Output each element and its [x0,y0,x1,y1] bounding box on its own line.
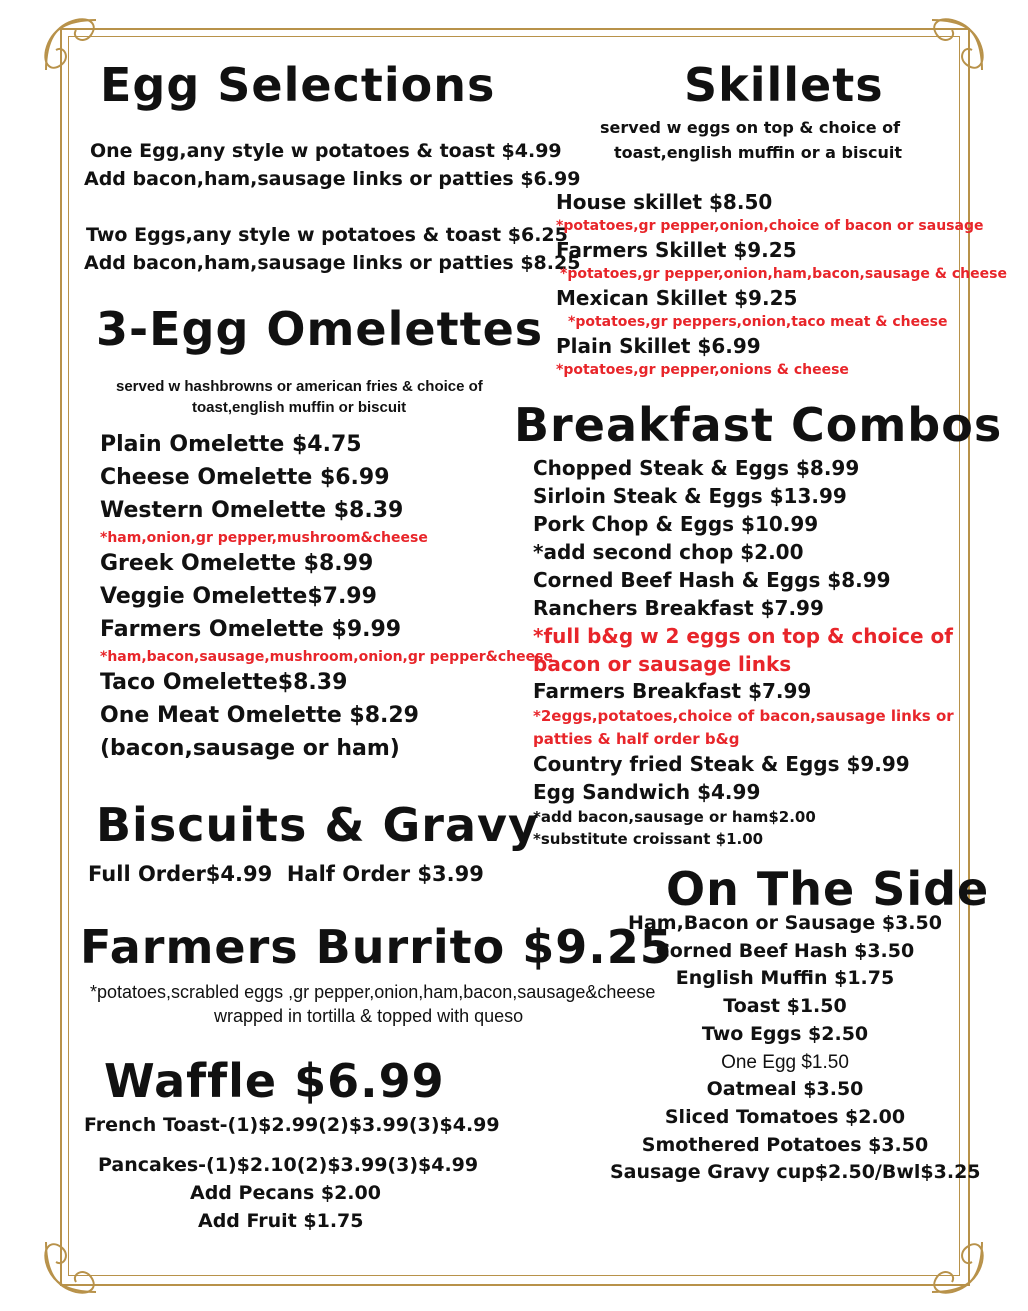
combo-note: *substitute croissant $1.00 [533,830,764,848]
egg-selection-line: Add bacon,ham,sausage links or patties $6.99 [84,168,581,190]
combo-note: *add second chop $2.00 [533,540,804,564]
sides-list [610,910,981,1187]
waffle-item: Add Pecans $2.00 [190,1182,381,1204]
side-item: Oatmeal $3.50 [706,1078,864,1101]
omelette-item: Plain Omelette $4.75 [100,432,362,457]
combo-item: Egg Sandwich $4.99 [533,780,761,804]
omelettes-subtitle: served w hashbrowns or american fries & choice of [116,378,483,395]
side-item: Corned Beef Hash $3.50 [655,939,915,962]
waffle-title: Waffle $6.99 [104,1054,445,1108]
skillets-subtitle: served w eggs on top & choice of [600,118,901,137]
side-item: English Muffin $1.75 [675,967,895,990]
combo-item: Farmers Breakfast $7.99 [533,679,812,703]
burrito-description: wrapped in tortilla & topped with queso [214,1006,524,1026]
corner-ornament-icon [922,1232,992,1302]
omelette-item-note: (bacon,sausage or ham) [100,736,400,761]
skillet-note: *potatoes,gr pepper,onion,ham,bacon,sausage & cheese [560,266,1007,282]
skillet-item: House skillet $8.50 [556,190,773,214]
combo-item: Country fried Steak & Eggs $9.99 [533,752,910,776]
combo-item: Ranchers Breakfast $7.99 [533,596,824,620]
waffle-item: French Toast-(1)$2.99(2)$3.99(3)$4.99 [84,1114,500,1136]
waffle-item: Pancakes-(1)$2.10(2)$3.99(3)$4.99 [98,1154,479,1176]
omelette-item: Taco Omelette$8.39 [100,670,348,695]
egg-selection-line: Two Eggs,any style w potatoes & toast $6.25 [86,224,568,246]
corner-ornament-icon [922,10,992,80]
sides-title: On The Side [666,862,990,916]
side-item: Two Eggs $2.50 [701,1022,869,1045]
skillet-note: *potatoes,gr peppers,onion,taco meat & cheese [568,314,948,330]
combo-item: Corned Beef Hash & Eggs $8.99 [533,568,891,592]
skillet-note: *potatoes,gr pepper,onions & cheese [556,362,849,378]
burrito-description: *potatoes,scrabled eggs ,gr pepper,onion,ham,bacon,sausage&cheese [90,982,656,1002]
biscuits-title: Biscuits & Gravy [96,798,539,852]
combos-title: Breakfast Combos [514,398,1003,452]
skillet-note: *potatoes,gr pepper,onion,choice of bacon or sausage [556,218,984,234]
omelette-item: Western Omelette $8.39 [100,498,404,523]
side-item: Smothered Potatoes $3.50 [641,1133,929,1156]
omelette-note: *ham,onion,gr pepper,mushroom&cheese [100,530,428,546]
omelettes-title: 3-Egg Omelettes [96,302,544,356]
skillets-subtitle: toast,english muffin or a biscuit [614,143,902,162]
skillet-item: Plain Skillet $6.99 [556,334,761,358]
biscuits-prices: Full Order$4.99 Half Order $3.99 [88,862,484,886]
corner-ornament-icon [36,10,106,80]
egg-selections-title: Egg Selections [100,58,496,112]
skillets-title: Skillets [684,58,884,112]
combo-note-red: bacon or sausage links [533,652,792,676]
combo-note-red: patties & half order b&g [533,730,740,748]
omelette-item: Farmers Omelette $9.99 [100,617,402,642]
combo-item: Sirloin Steak & Eggs $13.99 [533,484,847,508]
omelette-item: One Meat Omelette $8.29 [100,703,419,728]
combo-note-red: *full b&g w 2 eggs on top & choice of [533,624,953,648]
omelettes-subtitle: toast,english muffin or biscuit [192,399,407,416]
omelette-item: Greek Omelette $8.99 [100,551,374,576]
omelette-note: *ham,bacon,sausage,mushroom,onion,gr pepper&cheese [100,649,553,665]
skillet-item: Mexican Skillet $9.25 [556,286,798,310]
side-item: Sliced Tomatoes $2.00 [664,1105,906,1128]
combo-item: Pork Chop & Eggs $10.99 [533,512,819,536]
side-item: Toast $1.50 [723,995,847,1018]
egg-selection-line: One Egg,any style w potatoes & toast $4.99 [90,140,562,162]
combo-note-red: *2eggs,potatoes,choice of bacon,sausage links or [533,707,954,725]
burrito-title: Farmers Burrito $9.25 [80,920,673,974]
side-item: Sausage Gravy cup$2.50/Bwl$3.25 [610,1161,981,1184]
combo-item: Chopped Steak & Eggs $8.99 [533,456,860,480]
side-item: One Egg $1.50 [721,1051,849,1073]
combo-note: *add bacon,sausage or ham$2.00 [533,808,816,826]
omelette-item: Veggie Omelette$7.99 [100,584,377,609]
egg-selection-line: Add bacon,ham,sausage links or patties $8.25 [84,252,581,274]
corner-ornament-icon [36,1232,106,1302]
side-item: Ham,Bacon or Sausage $3.50 [628,912,942,934]
waffle-item: Add Fruit $1.75 [198,1210,364,1232]
skillet-item: Farmers Skillet $9.25 [556,238,797,262]
omelette-item: Cheese Omelette $6.99 [100,465,390,490]
